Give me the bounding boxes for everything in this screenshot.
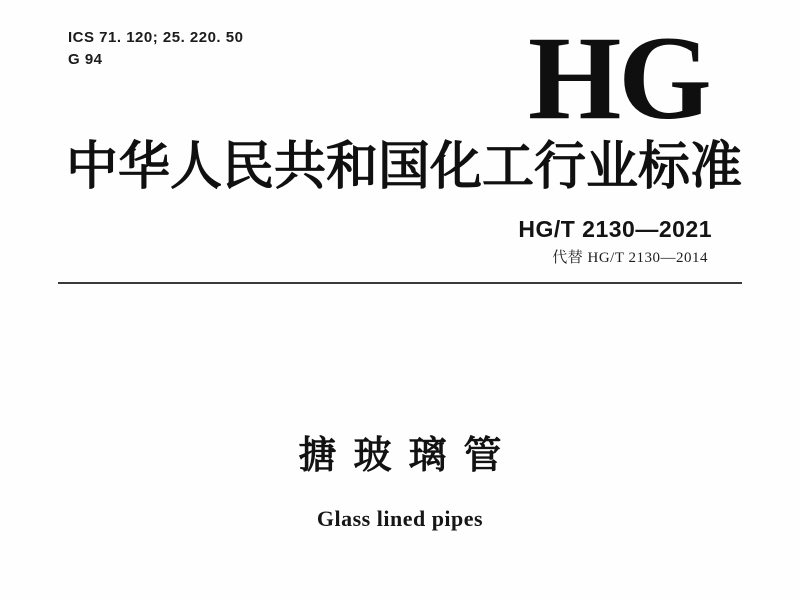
ics-code-line: ICS 71. 120; 25. 220. 50 (68, 29, 244, 46)
document-title-english: Glass lined pipes (316, 506, 484, 531)
china-classification-code: G 94 (68, 51, 103, 68)
standard-number: HG/T 2130—2021 (518, 216, 712, 242)
header-divider-rule (58, 282, 742, 284)
ics-classification-block (68, 27, 243, 71)
replaces-previous-edition-note: 代替 HG/T 2130—2014 (552, 250, 708, 266)
hg-standard-logo: HG (528, 11, 709, 144)
national-standard-title: 中华人民共和国化工行业标准 (66, 139, 743, 196)
document-title-chinese: 搪玻璃管 (298, 435, 519, 477)
